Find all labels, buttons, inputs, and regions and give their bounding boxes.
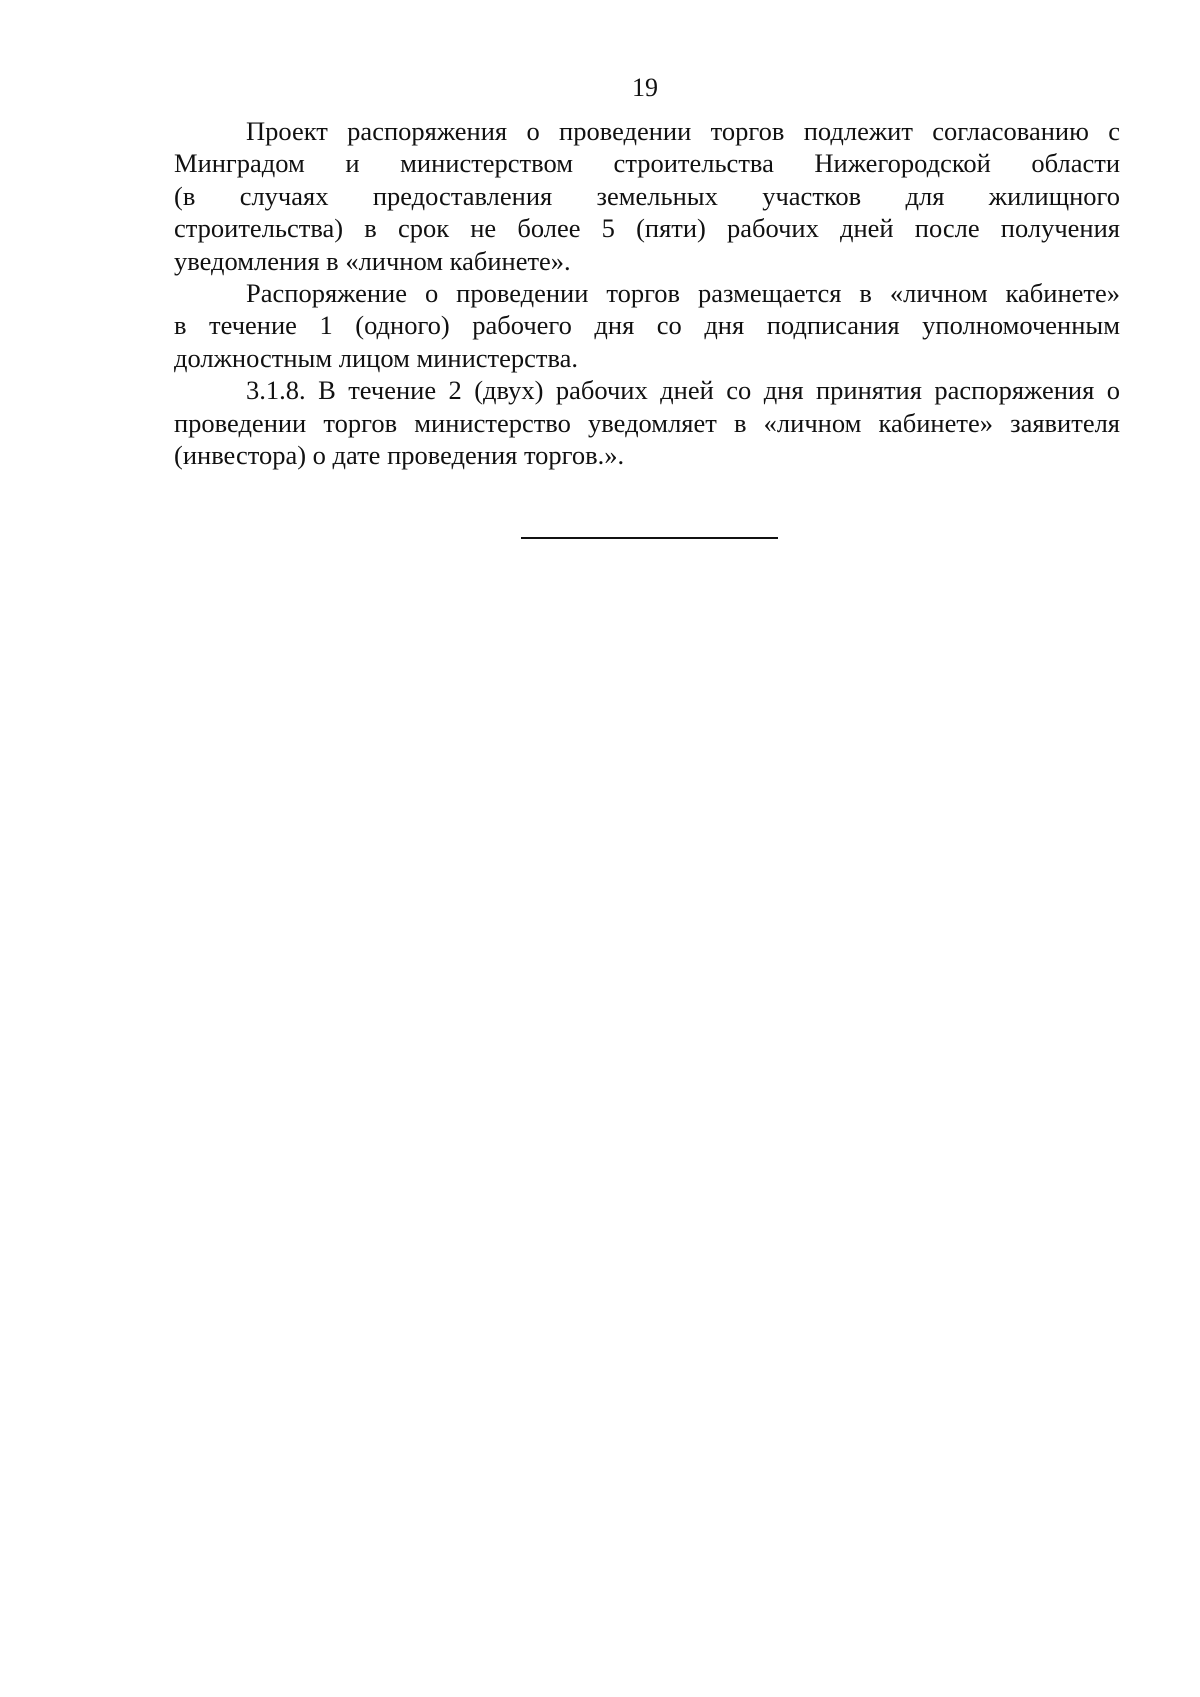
text-line: 3.1.8. В течение 2 (двух) рабочих дней со дня принятия распоряжения о [246, 375, 1120, 406]
paragraph-approval [174, 115, 1120, 277]
end-of-document-rule [521, 537, 778, 539]
text-line: Минградом и министерством строительства Нижегородской области [174, 148, 1120, 179]
text-line: в течение 1 (одного) рабочего дня со дня подписания уполномоченным [174, 310, 1120, 341]
document-body [174, 115, 1120, 471]
text-line: (в случаях предоставления земельных участков для жилищного [174, 180, 1120, 211]
paragraph-publication [174, 277, 1120, 374]
text-line: уведомления в «личном кабинете». [174, 245, 571, 276]
text-line: строительства) в срок не более 5 (пяти) рабочих дней после получения [174, 213, 1120, 244]
text-line: Проект распоряжения о проведении торгов подлежит согласованию с [246, 116, 1120, 146]
paragraph-3-1-8 [174, 374, 1120, 471]
text-line: Распоряжение о проведении торгов размещается в «личном кабинете» [246, 278, 1120, 309]
page-number: 19 [632, 73, 658, 102]
text-line: проведении торгов министерство уведомляет в «личном кабинете» заявителя [174, 407, 1120, 438]
text-line: должностным лицом министерства. [174, 342, 579, 373]
text-line: (инвестора) о дате проведения торгов.». [174, 440, 625, 471]
